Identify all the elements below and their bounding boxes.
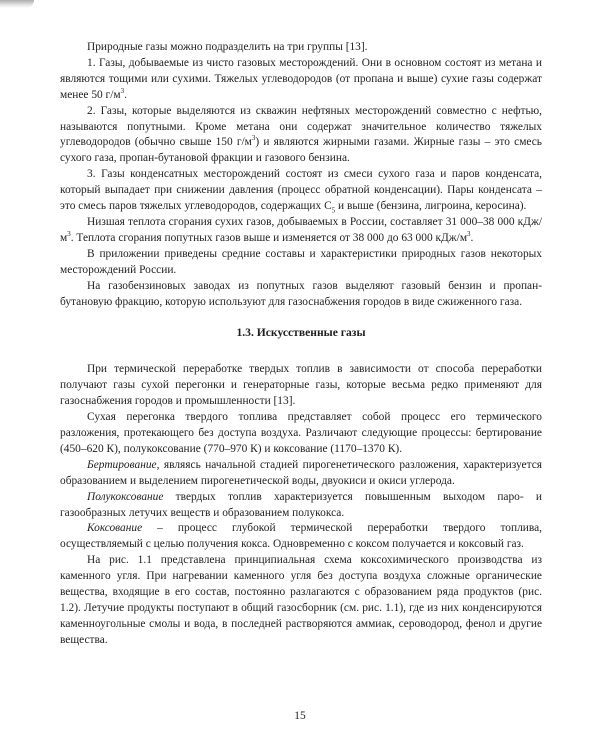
subscript: 5 xyxy=(331,206,336,215)
superscript: 3 xyxy=(467,230,471,239)
page-body xyxy=(60,40,542,649)
paragraph-dry-distillation xyxy=(60,410,542,458)
paragraph-text: В приложении приведены средние составы и характеристики природных газов некоторых месторождений России. xyxy=(60,247,542,276)
paragraph-gas-plants xyxy=(60,279,542,311)
paragraph-text: 3. Газы конденсатных месторождений состоят из смеси сухого газа и паров конденсата, который выпадает при снижении давления (процесс обратной конденсации). Пары конденсата – это смесь паров тяжелых углеводородов, содержащих С xyxy=(60,168,542,213)
paragraph-text: ) и являются жирными газами. Жирные газы – это смесь сухого газа, пропан-бутановой фракции и газового бензина. xyxy=(60,136,542,165)
paragraph-text: , являясь начальной стадией пирогенетического разложения, характеризуется образованием и выделением пирогенетической воды, двуокиси и окиси углерода. xyxy=(60,458,542,487)
paragraph-text: твердых топлив характеризуется повышенным выходом паро- и газообразных летучих веществ и образованием полукокса. xyxy=(60,490,542,519)
superscript: 3 xyxy=(120,86,125,95)
page-number: 15 xyxy=(294,710,306,722)
paragraph-text: На газобензиновых заводах из попутных газов выделяют газовый бензин и пропан-бутановую фракцию, которую используют для газоснабжения городов в виде сжиженного газа. xyxy=(60,279,542,308)
paragraph-coke-chemical-scheme xyxy=(60,553,542,648)
paragraph-text: и выше (бензина, лигроина, керосина). xyxy=(335,200,527,213)
paragraph-semicoking xyxy=(60,490,542,522)
paragraph-text: При термической переработке твердых топлив в зависимости от способа переработки получают газы сухой перегонки и генераторные газы, которые весьма редко применяют для газоснабжения городов и промышленности [13]. xyxy=(60,363,542,408)
superscript: 3 xyxy=(67,230,71,239)
paragraph-thermal-processing xyxy=(60,362,542,410)
paragraph-text: . Теплота сгорания попутных газов выше и изменяется от 38 000 до 63 000 кДж/м xyxy=(70,231,468,244)
italic-term: Полукоксование xyxy=(87,490,164,503)
paragraph-condensate-gases xyxy=(60,167,542,215)
scan-corner-mark xyxy=(0,0,34,8)
section-heading: 1.3. Искусственные газы xyxy=(236,326,366,340)
paragraph-coking xyxy=(60,521,542,553)
paragraph-text: Природные газы можно подразделить на три группы [13]. xyxy=(87,41,368,53)
paragraph-dry-gases xyxy=(60,56,542,104)
paragraph-text: Сухая перегонка твердого топлива представляет собой процесс его термического разложения, протекающего без доступа воздуха. Различают следующие процессы: бертирование (450–620 К), полукоксование (770–970 К) и коксование (1170–1370 К). xyxy=(60,411,542,455)
paragraph-heat-of-combustion xyxy=(60,215,542,247)
paragraph-text: . xyxy=(124,88,127,101)
paragraph-bertirovanie xyxy=(60,458,542,490)
superscript: 3 xyxy=(251,134,256,143)
paragraph-text: – процесс глубокой термической переработки твердого топлива, осуществляемый с целью получения кокса. Одновременно с коксом получается и коксовый газ. xyxy=(60,522,542,551)
paragraph-text: . xyxy=(470,231,474,244)
paragraph-text: Низшая теплота сгорания сухих газов, добываемых в России, составляет 31 000–38 000 кДж/м xyxy=(60,215,542,244)
paragraph-text: На рис. 1.1 представлена принципиальная схема коксохимического производства из каменного угля. При нагревании каменного угля без доступа воздуха сложные органические вещества, входящие в его состав, постоянно разлагаются с образованием ряда продуктов (рис. 1.2). Летучие продукты поступают в общий газосборник (см. рис. 1.1), где из них конденсируются каменноугольные смолы и вода, в последней растворяются аммиак, сероводород, фенол и другие вещества. xyxy=(60,554,542,646)
paragraph-text: 1. Газы, добываемые из чисто газовых месторождений. Они в основном состоят из метана и являются тощими или сухими. Тяжелых углеводородов (от пропана и выше) сухие газы содержат менее 50 г/м xyxy=(60,56,542,101)
paragraph-text: 2. Газы, которые выделяются из скважин нефтяных месторождений совместно с нефтью, называются попутными. Кроме метана они содержат значительное количество тяжелых углеводородов (обычно свыше 150 г/м xyxy=(60,104,542,149)
italic-term: Бертирование xyxy=(87,458,157,471)
italic-term: Коксование xyxy=(87,522,143,535)
paragraph-associated-gases xyxy=(60,104,542,168)
paragraph-intro xyxy=(60,40,542,56)
paragraph-appendix xyxy=(60,247,542,279)
